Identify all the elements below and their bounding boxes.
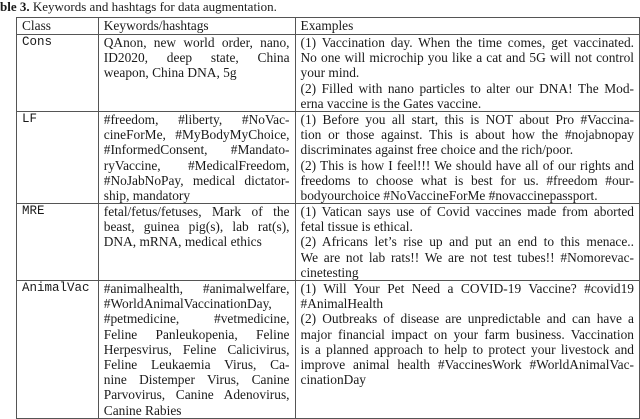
class-label: MRE — [22, 204, 45, 219]
examples-line: your mind. — [300, 65, 360, 81]
examples-line: (1) Will Your Pet Need a COVID-19 Vaccine? #covid19 — [300, 281, 634, 296]
examples-line: cinationDay — [300, 372, 366, 388]
keywords-cell — [98, 111, 295, 203]
examples-cell — [295, 204, 639, 281]
keywords-line: Feline Panleukopenia, Feline — [103, 326, 290, 342]
keywords-line: ryVaccine, #MedicalFreedom, — [103, 157, 290, 173]
keywords-line: #WorldAnimalVaccinationDay, — [103, 296, 272, 312]
keywords-cell — [98, 35, 295, 112]
keywords-line: #petmedicine, #vetmedicine, — [103, 311, 290, 327]
examples-line: fetal tissue is ethical. — [300, 219, 413, 235]
keywords-line: DNA, mRNA, medical ethics — [103, 234, 262, 250]
header-row — [17, 18, 640, 35]
keywords-line: Parvovirus, Canine Adenovirus, — [103, 387, 290, 403]
examples-line: (1) Vaccination day. When the time comes, get vaccinated. — [300, 35, 634, 50]
header-class: Class — [17, 18, 99, 35]
class-cell — [17, 35, 99, 112]
examples-line: We are not lab rats!! We are not test tubes!! #Nomorevac- — [300, 249, 634, 265]
keywords-table — [16, 17, 640, 419]
examples-line: (2) Africans let’s rise up and put an end to this menace.. — [300, 234, 634, 250]
examples-line: erna vaccine is the Gates vaccine. — [300, 95, 482, 111]
examples-line: No one will microchip you like a cat and 5G will not control — [300, 50, 634, 66]
keywords-line: #freedom, #liberty, #NoVac- — [103, 111, 290, 127]
caption-label: ble 3. — [0, 0, 30, 14]
examples-line: improve animal health #VaccinesWork #WorldAnimalVac- — [300, 356, 634, 372]
keywords-line: cineForMe, #MyBodyMyChoice, — [103, 127, 290, 143]
header-keywords: Keywords/hashtags — [98, 18, 295, 35]
keywords-cell — [98, 204, 295, 281]
examples-line: (2) Outbreaks of disease are unpredictable and can have a — [300, 311, 634, 327]
examples-line: (1) Before you all start, this is NOT about Pro #Vaccina- — [300, 111, 634, 127]
examples-line: bodyourchoice #NoVaccineForMe #novaccinepassport. — [300, 187, 598, 203]
keywords-line: nine Distemper Virus, Canine — [103, 372, 290, 388]
keywords-cell — [98, 281, 295, 419]
class-label: Cons — [22, 35, 53, 49]
table-row — [17, 111, 640, 203]
examples-line: is a planned approach to help to protect your livestock and — [300, 341, 634, 357]
keywords-line: Canine Rabies — [103, 402, 182, 418]
header-examples: Examples — [295, 18, 639, 35]
examples-cell — [295, 111, 639, 203]
keywords-line: ship, mandatory — [103, 187, 191, 203]
keywords-line: Herpesvirus, Feline Calicivirus, — [103, 341, 290, 357]
keywords-line: #animalhealth, #animalwelfare, — [103, 281, 290, 296]
table-row — [17, 281, 640, 419]
keywords-line: Feline Leukaemia Virus, Ca- — [103, 356, 290, 372]
table-row — [17, 35, 640, 112]
examples-line: tion or those against. This is about how the #nojabnopay — [300, 127, 634, 143]
examples-line: freedoms to choose what is best for us. #freedom #our- — [300, 172, 634, 188]
keywords-line: ID2020, deep state, China — [103, 50, 290, 66]
class-label: LF — [22, 111, 38, 126]
examples-line: (2) Filled with nano particles to alter our DNA! The Mod- — [300, 80, 634, 96]
keywords-line: #InformedConsent, #Mandato- — [103, 142, 290, 158]
keywords-line: QAnon, new world order, nano, — [103, 35, 290, 50]
keywords-line: #NoJabNoPay, medical dictator- — [103, 172, 290, 188]
class-label: AnimalVac — [22, 281, 90, 295]
keywords-line: fetal/fetus/fetuses, Mark of the — [103, 204, 290, 220]
caption-text: Keywords and hashtags for data augmentation. — [32, 0, 277, 14]
examples-line: major financial impact on your farm business. Vaccination — [300, 326, 634, 342]
examples-line: discriminates against free choice and the rich/poor. — [300, 142, 574, 158]
class-cell — [17, 111, 99, 203]
table-caption — [0, 0, 277, 15]
table-row — [17, 204, 640, 281]
keywords-line: weapon, China DNA, 5g — [103, 65, 237, 81]
examples-line: #AnimalHealth — [300, 296, 384, 312]
examples-line: (2) This is how I feel!!! We should have all of our rights and — [300, 157, 634, 173]
class-cell — [17, 204, 99, 281]
examples-cell — [295, 35, 639, 112]
examples-cell — [295, 281, 639, 419]
examples-line: (1) Vatican says use of Covid vaccines made from aborted — [300, 204, 634, 220]
examples-line: cinetesting — [300, 264, 359, 280]
class-cell — [17, 281, 99, 419]
keywords-line: beast, guinea pig(s), lab rat(s), — [103, 219, 290, 235]
